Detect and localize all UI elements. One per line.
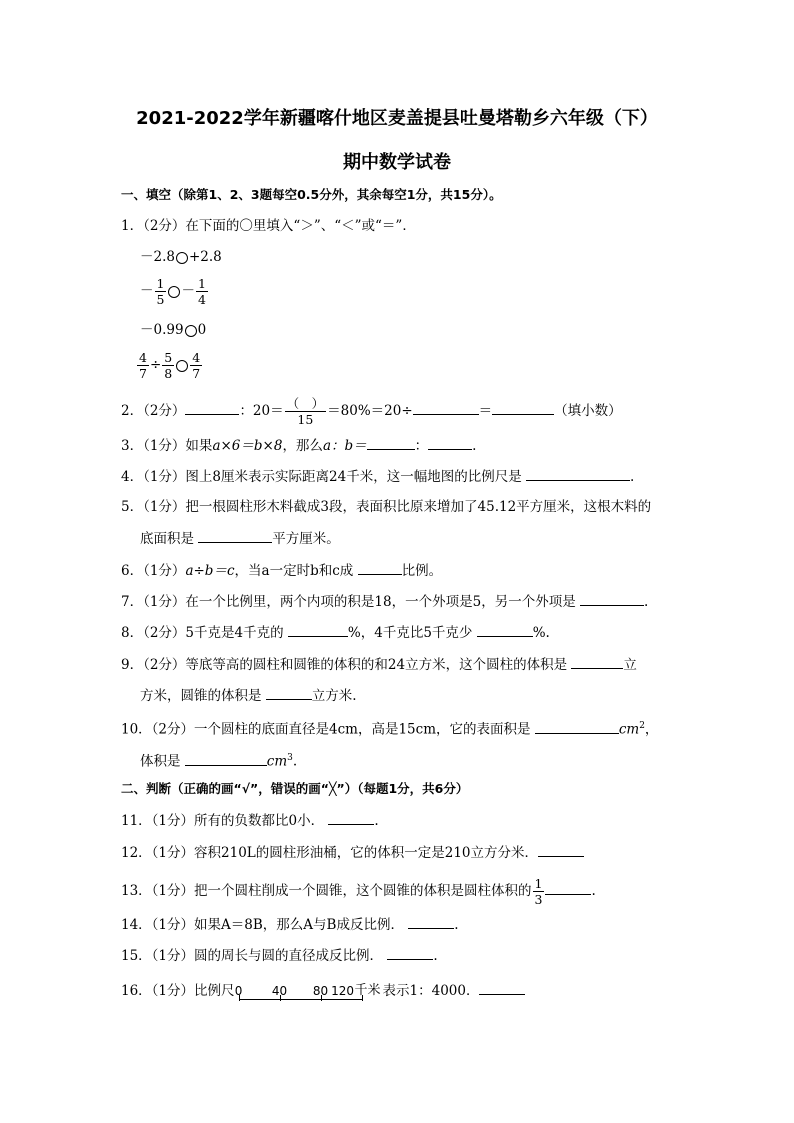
q3 xyxy=(121,435,476,456)
q5-unit: 平方厘米。 xyxy=(272,531,340,547)
scale-label: 80 xyxy=(312,983,329,998)
q1-row1 xyxy=(140,247,222,267)
q11-end: . xyxy=(374,813,379,829)
q7 xyxy=(121,591,648,612)
unit-cm: cm xyxy=(618,721,640,738)
sign: － xyxy=(181,283,195,299)
q1-row2 xyxy=(140,276,209,307)
q4-end: . xyxy=(630,469,635,485)
section2-heading: 二、判断（正确的画“√”，错误的画“╳”）（每题1分，共6分） xyxy=(121,781,469,796)
q6-mid: ，当a一定时b和c成 xyxy=(234,563,354,579)
numerator: 4 xyxy=(139,350,147,365)
q8-text-c: %. xyxy=(532,625,550,641)
q6-prefix: 6．（1分） xyxy=(121,563,186,579)
q5-text: 底面积是 xyxy=(140,531,194,547)
q3-prefix: 3．（1分）如果 xyxy=(121,438,213,454)
q10-line2: 体积是 $cm^3$. xyxy=(140,748,297,772)
denominator: 15 xyxy=(297,412,314,427)
q2 xyxy=(121,396,622,427)
q3-ratio: a：b＝ xyxy=(322,438,367,454)
q10-line1 xyxy=(121,716,658,740)
q7-text: 7．（1分）在一个比例里，两个内项的积是18，一个外项是5，另一个外项是 xyxy=(121,594,576,610)
scale-label: 40 xyxy=(271,983,288,998)
q9-text: 9．（2分）等底等高的圆柱和圆锥的体积的和24立方米，这个圆柱的体积是 xyxy=(121,657,568,673)
exponent: 2 xyxy=(639,721,645,731)
q6-end: 比例。 xyxy=(401,563,443,579)
fraction xyxy=(533,876,545,907)
q2-mid: ＝80%＝20÷ xyxy=(327,403,413,419)
q12 xyxy=(121,842,584,863)
compare-circle[interactable] xyxy=(168,286,180,298)
fraction xyxy=(285,396,327,427)
answer-blank[interactable] xyxy=(428,435,472,450)
denominator: 7 xyxy=(139,366,147,381)
fraction xyxy=(137,350,149,381)
answer-blank[interactable] xyxy=(545,880,591,895)
q1-label: 1．（2分）在下面的〇里填入“＞”、“＜”或“＝”． xyxy=(121,218,416,234)
answer-blank[interactable] xyxy=(535,719,619,734)
unit-cm: cm xyxy=(266,753,288,770)
q1-row3 xyxy=(140,320,206,340)
q16-suffix: 表示1：4000． xyxy=(382,983,480,999)
q5-line1: 5．（1分）把一根圆柱形木料截成3段，表面积比原来增加了45.12平方厘米，这根木料的 xyxy=(121,499,652,515)
compare-circle[interactable] xyxy=(176,252,188,264)
q16 xyxy=(121,980,525,1003)
answer-blank[interactable] xyxy=(185,400,239,415)
comma: ， xyxy=(644,721,659,738)
q1-row3-left: －0.99 xyxy=(140,322,184,338)
compare-circle[interactable] xyxy=(176,360,188,372)
q15-text: 15．（1分）圆的周长与圆的直径成反比例． xyxy=(121,948,384,964)
numerator: 1 xyxy=(156,276,165,291)
q4-text: 4．（1分）图上8厘米表示实际距离24千米，这一幅地图的比例尺是 xyxy=(121,469,522,485)
compare-circle[interactable] xyxy=(185,325,197,337)
q12-text: 12．（1分）容积210L的圆柱形油桶，它的体积一定是210立方分米． xyxy=(121,845,539,861)
answer-blank[interactable] xyxy=(266,685,312,700)
answer-blank[interactable] xyxy=(571,654,623,669)
q9-unit: 立方米. xyxy=(311,688,357,704)
q15-end: . xyxy=(433,948,438,964)
fraction xyxy=(190,350,202,381)
q1-row1-left: －2.8 xyxy=(140,249,175,265)
q1-row4 xyxy=(136,350,203,381)
scale-unit: 千米 xyxy=(354,982,381,998)
answer-blank[interactable] xyxy=(538,842,584,857)
q11 xyxy=(121,810,379,831)
q6 xyxy=(121,560,442,581)
q14-text: 14．（1分）如果A＝8B，那么A与B成反比例． xyxy=(121,917,404,933)
q10-text: 10．（2分）一个圆柱的底面直径是4cm，高是15cm，它的表面积是 xyxy=(121,721,531,738)
answer-blank[interactable] xyxy=(477,622,533,637)
answer-blank[interactable] xyxy=(367,435,415,450)
q13-end: . xyxy=(591,883,596,899)
q6-expr: a÷b＝c xyxy=(185,563,235,579)
q3-expr: a×6＝b×8 xyxy=(212,438,283,454)
answer-blank[interactable] xyxy=(408,914,454,929)
answer-blank[interactable] xyxy=(479,980,525,995)
q1-row3-right: 0 xyxy=(197,322,207,338)
q15 xyxy=(121,945,438,966)
q4 xyxy=(121,466,634,487)
q3-mid: ，那么 xyxy=(282,438,323,454)
q2-eq: ＝ xyxy=(478,403,493,419)
denominator: 4 xyxy=(197,292,206,307)
q11-text: 11．（1分）所有的负数都比0小． xyxy=(121,813,325,829)
q2-suffix: （填小数） xyxy=(554,403,622,419)
denominator: 8 xyxy=(164,366,173,381)
fraction xyxy=(155,276,167,307)
exam-title-line2: 期中数学试卷 xyxy=(343,152,451,173)
numerator: 1 xyxy=(534,876,543,891)
answer-blank[interactable] xyxy=(526,466,630,481)
answer-blank[interactable] xyxy=(198,528,272,543)
q2-prefix: 2．（2分） xyxy=(121,403,186,419)
answer-blank[interactable] xyxy=(387,945,433,960)
numerator: 4 xyxy=(192,350,201,365)
q8 xyxy=(121,622,550,643)
numerator: （ ） xyxy=(286,396,325,411)
q3-colon: ： xyxy=(414,438,429,454)
q3-end: . xyxy=(472,438,477,454)
q2-colon: ：20＝ xyxy=(239,403,284,419)
scale-label: 120 xyxy=(331,983,354,998)
sign: － xyxy=(140,283,154,299)
q9-line1 xyxy=(121,654,637,675)
numerator: 1 xyxy=(197,276,206,291)
q7-end: . xyxy=(644,594,649,610)
scale-bar xyxy=(235,981,383,1003)
q13-text: 13．（1分）把一个圆柱削成一个圆锥，这个圆锥的体积是圆柱体积的 xyxy=(121,883,532,899)
q8-text-b: %，4千克比5千克少 xyxy=(347,625,473,641)
q14-end: . xyxy=(454,917,459,933)
denominator: 3 xyxy=(534,892,543,907)
exam-title-line1: 2021-2022学年新疆喀什地区麦盖提县吐曼塔勒乡六年级（下） xyxy=(136,108,658,129)
answer-blank[interactable] xyxy=(358,560,402,575)
answer-blank[interactable] xyxy=(492,400,554,415)
answer-blank[interactable] xyxy=(185,751,267,766)
q9-text: 方米，圆锥的体积是 xyxy=(140,688,262,704)
divide-sign: ÷ xyxy=(149,357,162,373)
q10-end: . xyxy=(292,753,298,770)
scale-label: 0 xyxy=(234,983,243,998)
answer-blank[interactable] xyxy=(328,810,374,825)
fraction xyxy=(196,276,208,307)
q14 xyxy=(121,914,459,935)
q5-line2 xyxy=(140,528,340,549)
q9-end: 立 xyxy=(623,657,637,673)
denominator: 7 xyxy=(192,366,201,381)
q13 xyxy=(121,876,596,907)
q1-row1-right: +2.8 xyxy=(188,249,222,265)
q16-prefix: 16．（1分）比例尺 xyxy=(121,983,235,999)
q10-text: 体积是 xyxy=(140,753,181,770)
answer-blank[interactable] xyxy=(413,400,479,415)
fraction xyxy=(162,350,174,381)
numerator: 5 xyxy=(164,350,173,365)
answer-blank[interactable] xyxy=(580,591,644,606)
q9-line2 xyxy=(140,685,357,706)
section1-heading: 一、填空（除第1、2、3题每空0.5分外，其余每空1分，共15分）。 xyxy=(121,187,502,202)
answer-blank[interactable] xyxy=(288,622,348,637)
q8-text-a: 8．（2分）5千克是4千克的 xyxy=(121,625,284,641)
denominator: 5 xyxy=(156,292,165,307)
